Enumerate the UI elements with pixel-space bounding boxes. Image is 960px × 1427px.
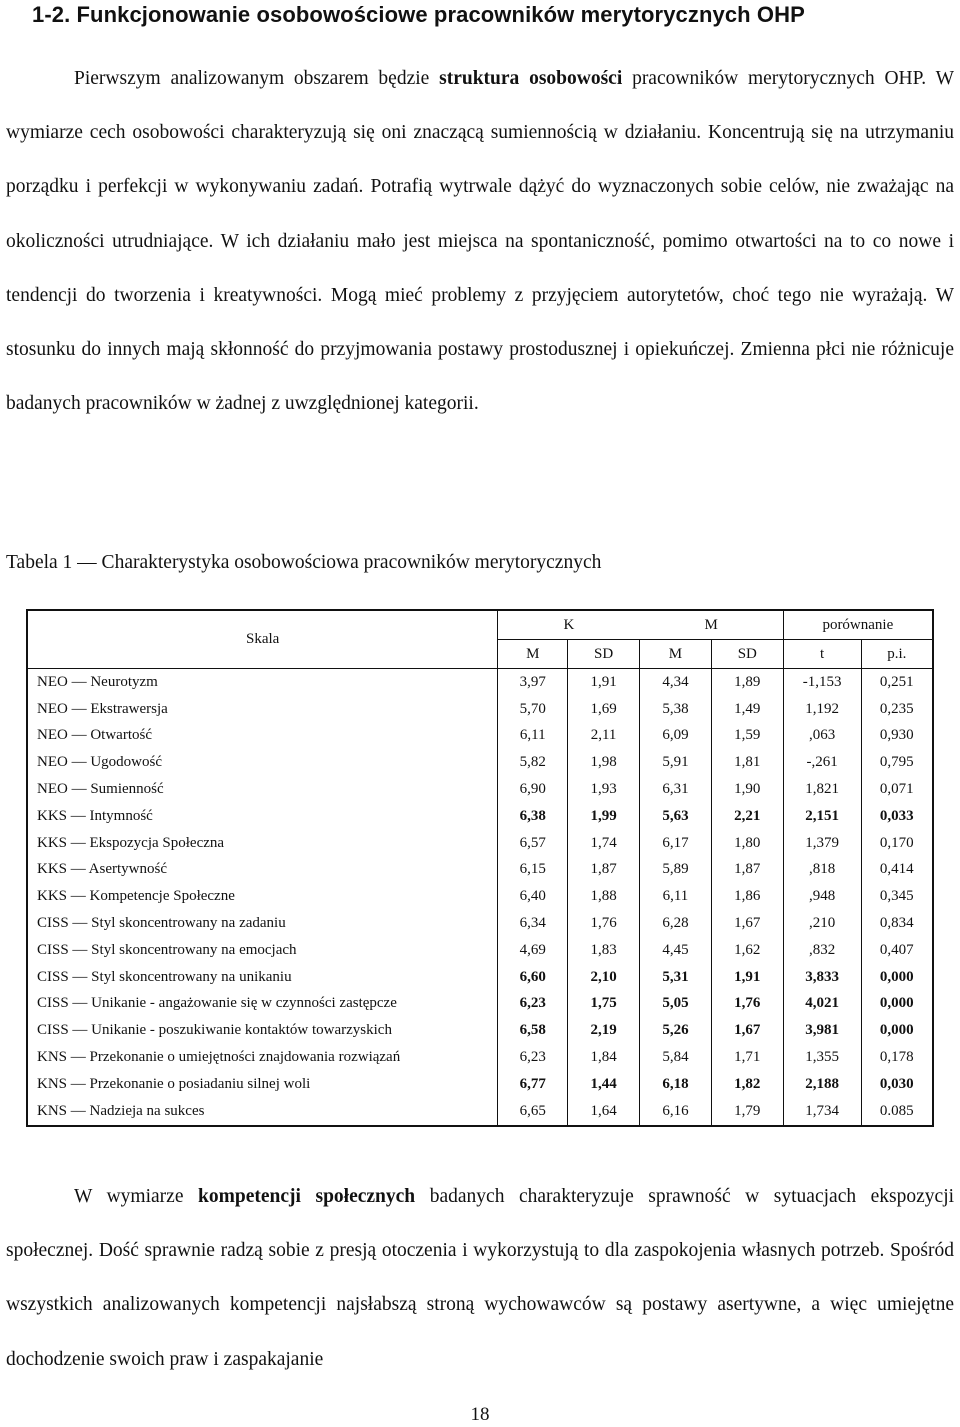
cell-k-sd: 1,75 (568, 991, 640, 1018)
cell-k-sd: 1,88 (568, 883, 640, 910)
cell-k-sd: 1,74 (568, 830, 640, 857)
header-skala: Skala (27, 610, 498, 669)
cell-k-mean: 6,77 (498, 1071, 568, 1098)
cell-m-sd: 1,86 (711, 883, 783, 910)
cell-p-value: 0,251 (861, 669, 933, 696)
cell-m-sd: 1,90 (711, 776, 783, 803)
cell-k-sd: 1,69 (568, 696, 640, 723)
cell-m-sd: 1,49 (711, 696, 783, 723)
cell-p-value: 0,407 (861, 937, 933, 964)
cell-k-mean: 6,57 (498, 830, 568, 857)
paragraph-emphasis: struktura osobowości (439, 68, 623, 89)
row-label: CISS — Styl skoncentrowany na zadaniu (37, 915, 286, 932)
cell-m-sd: 1,81 (711, 749, 783, 776)
cell-m-mean: 5,63 (640, 803, 712, 830)
cell-t-value: 1,192 (783, 696, 861, 723)
table-row (27, 830, 933, 857)
cell-m-sd: 1,76 (711, 991, 783, 1018)
cell-p-value: 0,000 (861, 991, 933, 1018)
cell-m-mean: 5,89 (640, 857, 712, 884)
cell-m-sd: 1,59 (711, 723, 783, 750)
header-col-p: p.i. (861, 640, 933, 669)
cell-k-mean: 5,82 (498, 749, 568, 776)
row-label: CISS — Styl skoncentrowany na unikaniu (37, 968, 292, 985)
cell-k-mean: 6,60 (498, 964, 568, 991)
cell-k-mean: 3,97 (498, 669, 568, 696)
row-label: NEO — Ekstrawersja (37, 700, 168, 717)
cell-t-value: ,948 (783, 883, 861, 910)
cell-m-mean: 5,05 (640, 991, 712, 1018)
cell-m-sd: 1,67 (711, 910, 783, 937)
cell-t-value: ,818 (783, 857, 861, 884)
row-label: CISS — Unikanie - angażowanie się w czynności zastępcze (37, 995, 397, 1012)
cell-k-sd: 1,98 (568, 749, 640, 776)
personality-table (26, 609, 934, 1127)
cell-t-value: ,063 (783, 723, 861, 750)
header-group-m: M (704, 616, 718, 633)
row-label: NEO — Ugodowość (37, 754, 162, 771)
row-label: NEO — Sumienność (37, 781, 164, 798)
cell-p-value: 0,345 (861, 883, 933, 910)
cell-m-sd: 1,71 (711, 1044, 783, 1071)
cell-t-value: 3,981 (783, 1017, 861, 1044)
cell-m-sd: 1,80 (711, 830, 783, 857)
cell-k-mean: 6,15 (498, 857, 568, 884)
cell-k-mean: 6,23 (498, 1044, 568, 1071)
cell-k-mean: 6,38 (498, 803, 568, 830)
table-row (27, 696, 933, 723)
row-label: KKS — Asertywność (37, 861, 167, 878)
table-row (27, 776, 933, 803)
cell-k-sd: 1,76 (568, 910, 640, 937)
cell-m-mean: 6,17 (640, 830, 712, 857)
table-row (27, 991, 933, 1018)
cell-t-value: 2,188 (783, 1071, 861, 1098)
table-row (27, 1098, 933, 1126)
cell-m-sd: 1,91 (711, 964, 783, 991)
header-col-t: t (783, 640, 861, 669)
header-col-k-sd: SD (568, 640, 640, 669)
cell-p-value: 0.085 (861, 1098, 933, 1126)
cell-t-value: 3,833 (783, 964, 861, 991)
table-body (27, 669, 933, 1126)
table-row (27, 910, 933, 937)
header-comparison: porównanie (783, 610, 933, 640)
cell-k-sd: 1,44 (568, 1071, 640, 1098)
cell-m-sd: 1,67 (711, 1017, 783, 1044)
cell-p-value: 0,795 (861, 749, 933, 776)
cell-t-value: 1,734 (783, 1098, 861, 1126)
cell-k-sd: 2,10 (568, 964, 640, 991)
cell-m-sd: 1,82 (711, 1071, 783, 1098)
cell-p-value: 0,030 (861, 1071, 933, 1098)
row-label: KNS — Nadzieja na sukces (37, 1102, 205, 1119)
cell-p-value: 0,170 (861, 830, 933, 857)
cell-k-mean: 6,23 (498, 991, 568, 1018)
cell-t-value: 1,379 (783, 830, 861, 857)
cell-t-value: ,210 (783, 910, 861, 937)
cell-k-sd: 1,83 (568, 937, 640, 964)
paragraph-personality (6, 52, 954, 431)
cell-m-mean: 6,11 (640, 883, 712, 910)
cell-m-mean: 6,18 (640, 1071, 712, 1098)
header-col-k-mean: M (498, 640, 568, 669)
cell-p-value: 0,834 (861, 910, 933, 937)
row-label: KNS — Przekonanie o umiejętności znajdowania rozwiązań (37, 1049, 401, 1066)
cell-k-mean: 6,40 (498, 883, 568, 910)
table-row (27, 1017, 933, 1044)
cell-k-sd: 2,19 (568, 1017, 640, 1044)
row-label: KKS — Ekspozycja Społeczna (37, 834, 225, 851)
cell-k-mean: 4,69 (498, 937, 568, 964)
row-label: CISS — Unikanie - poszukiwanie kontaktów towarzyskich (37, 1022, 392, 1039)
paragraph-emphasis: kompetencji społecznych (198, 1186, 416, 1207)
cell-p-value: 0,235 (861, 696, 933, 723)
section-heading: 1-2. Funkcjonowanie osobowościowe pracowników merytorycznych OHP (32, 2, 805, 27)
row-label: NEO — Neurotyzm (37, 673, 158, 690)
paragraph-text: W wymiarze (74, 1186, 184, 1207)
cell-k-mean: 6,58 (498, 1017, 568, 1044)
table-row (27, 964, 933, 991)
paragraph-social-competence (6, 1170, 954, 1387)
header-col-m-mean: M (640, 640, 712, 669)
cell-m-mean: 4,34 (640, 669, 712, 696)
table-row (27, 1044, 933, 1071)
table-caption: Tabela 1 — Charakterystyka osobowościowa pracowników merytorycznych (6, 552, 602, 573)
cell-k-mean: 5,70 (498, 696, 568, 723)
row-label: NEO — Otwartość (37, 727, 152, 744)
table-row (27, 937, 933, 964)
row-label: KKS — Intymność (37, 807, 153, 824)
cell-p-value: 0,930 (861, 723, 933, 750)
cell-m-sd: 1,89 (711, 669, 783, 696)
cell-m-mean: 5,91 (640, 749, 712, 776)
cell-k-mean: 6,11 (498, 723, 568, 750)
cell-p-value: 0,414 (861, 857, 933, 884)
cell-p-value: 0,071 (861, 776, 933, 803)
cell-m-mean: 5,26 (640, 1017, 712, 1044)
cell-m-mean: 6,09 (640, 723, 712, 750)
cell-m-mean: 6,28 (640, 910, 712, 937)
cell-m-sd: 1,79 (711, 1098, 783, 1126)
table-row (27, 883, 933, 910)
header-col-m-sd: SD (711, 640, 783, 669)
cell-m-mean: 5,84 (640, 1044, 712, 1071)
cell-k-sd: 1,87 (568, 857, 640, 884)
cell-t-value: ,832 (783, 937, 861, 964)
row-label: KKS — Kompetencje Społeczne (37, 888, 235, 905)
table-row (27, 723, 933, 750)
cell-k-sd: 1,84 (568, 1044, 640, 1071)
cell-p-value: 0,000 (861, 1017, 933, 1044)
cell-p-value: 0,033 (861, 803, 933, 830)
paragraph-text: badanych charakteryzuje sprawność w sytuacjach ekspozycji społecznej. Dość sprawnie radzą sobie z presją otoczenia i wykorzystują to dla zaspokojenia własnych potrzeb. Spośród wszystkich analizowanych kompetencji najsłabszą stroną wychowawców są postawy asertywne, a więc umiejętne dochodzenie swoich praw i zaspakajanie (6, 1186, 955, 1370)
cell-k-sd: 1,93 (568, 776, 640, 803)
row-label: KNS — Przekonanie o posiadaniu silnej woli (37, 1075, 311, 1092)
cell-m-mean: 5,38 (640, 696, 712, 723)
cell-k-sd: 2,11 (568, 723, 640, 750)
cell-p-value: 0,000 (861, 964, 933, 991)
paragraph-text: Pierwszym analizowanym obszarem będzie (74, 68, 430, 89)
cell-t-value: 1,821 (783, 776, 861, 803)
cell-p-value: 0,178 (861, 1044, 933, 1071)
cell-m-mean: 4,45 (640, 937, 712, 964)
table-row (27, 803, 933, 830)
cell-m-mean: 5,31 (640, 964, 712, 991)
cell-m-sd: 2,21 (711, 803, 783, 830)
row-label: CISS — Styl skoncentrowany na emocjach (37, 941, 297, 958)
cell-t-value: 4,021 (783, 991, 861, 1018)
table-row (27, 749, 933, 776)
cell-t-value: -,261 (783, 749, 861, 776)
cell-m-mean: 6,31 (640, 776, 712, 803)
cell-k-sd: 1,99 (568, 803, 640, 830)
cell-t-value: -1,153 (783, 669, 861, 696)
header-group-k: K (498, 610, 640, 640)
cell-t-value: 2,151 (783, 803, 861, 830)
cell-k-mean: 6,65 (498, 1098, 568, 1126)
cell-m-sd: 1,87 (711, 857, 783, 884)
cell-m-mean: 6,16 (640, 1098, 712, 1126)
table-row (27, 669, 933, 696)
table-row (27, 1071, 933, 1098)
cell-k-sd: 1,91 (568, 669, 640, 696)
cell-t-value: 1,355 (783, 1044, 861, 1071)
cell-k-mean: 6,34 (498, 910, 568, 937)
page-number: 18 (470, 1404, 490, 1425)
cell-k-mean: 6,90 (498, 776, 568, 803)
cell-k-sd: 1,64 (568, 1098, 640, 1126)
table-row (27, 857, 933, 884)
cell-m-sd: 1,62 (711, 937, 783, 964)
paragraph-text: pracowników merytorycznych OHP. W wymiarze cech osobowości charakteryzują się oni znaczącą sumiennością w działaniu. Koncentrują się na utrzymaniu porządku i perfekcji w wykonywaniu zadań. Potrafią wytrwale dążyć do wyznaczonych sobie celów, nie zważając na okoliczności utrudniające. W ich działaniu mało jest miejsca na spontaniczność, pomimo otwartości na to co nowe i tendencji do tworzenia i kreatywności. Mogą mieć problemy z przyjęciem autorytetów, choć tego nie wyrażają. W stosunku do innych mają skłonność do przyjmowania postawy prostodusznej i opiekuńczej. Zmienna płci nie różnicuje badanych pracowników w żadnej z uwzględnionej kategorii. (6, 68, 955, 415)
